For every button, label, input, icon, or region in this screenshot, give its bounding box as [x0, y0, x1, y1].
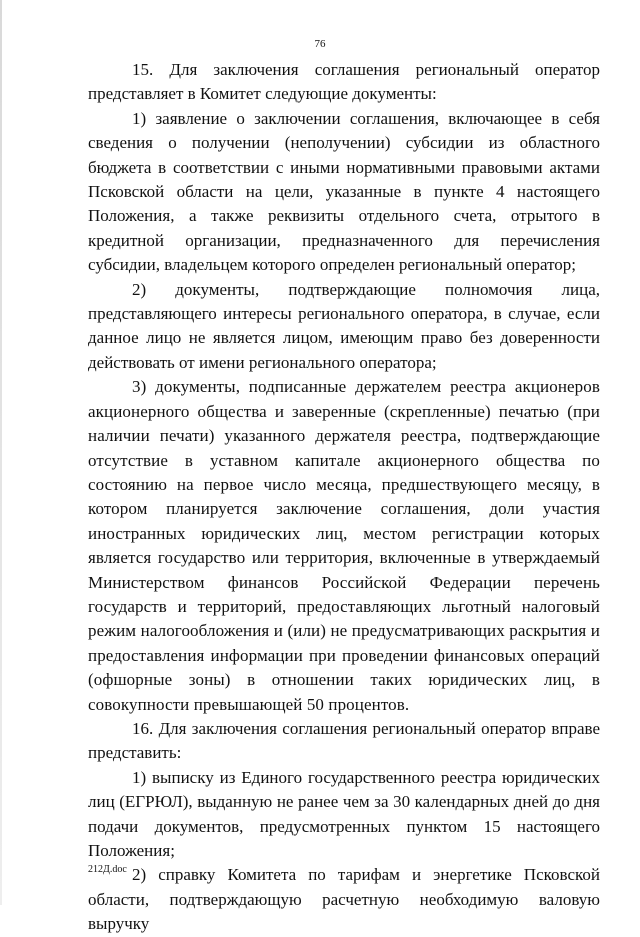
footer-filename: 212Д.doc — [88, 864, 127, 875]
paragraph-15-item-2: 2) документы, подтверждающие полномочия лица, представляющего интересы регионального оператора, в случае, если данное лицо не является лицом, имеющим право без доверенности действовать от имени регионального оператора; — [88, 279, 600, 372]
paragraph-15-item-3: 3) документы, подписанные держателем реестра акционеров акционерного общества и заверенные (скрепленные) печатью (при наличии печати) указанного держателя реестра, подтверждающие отсутствие в уставном капитале акционерного общества по состоянию на первое число месяца, предшествующего месяцу, в котором планируется заключение соглашения, доли участия иностранных юридических лиц, местом регистрации которых является государство или территория, включенные в утверждаемый Министерством финансов Российской Федерации перечень государств и территорий, предоставляющих льготный налоговый режим налогообложения и (или) не предусматривающих раскрытия и предоставления информации при проведении финансовых операций (офшорные зоны) в отношении таких юридических лиц, в совокупности превышающей 50 процентов. — [88, 377, 600, 714]
scan-edge — [0, 0, 2, 905]
page-number: 76 — [314, 38, 326, 50]
paragraph-16-intro: 16. Для заключения соглашения региональный оператор вправе представить: — [88, 718, 600, 763]
paragraph-16-item-2: 2) справку Комитета по тарифам и энергетике Псковской области, подтверждающую расчетную необходимую валовую выручку — [88, 865, 600, 934]
paragraph-16-item-1: 1) выписку из Единого государственного реестра юридических лиц (ЕГРЮЛ), выданную не ранее чем за 30 календарных дней до дня подачи документов, предусмотренных пунктом 15 настоящего Положения; — [88, 767, 600, 860]
paragraph-15-item-1: 1) заявление о заключении соглашения, включающее в себя сведения о получении (неполучении) субсидии из областного бюджета в соответствии с иными нормативными правовыми актами Псковской области на цели, указанные в пункте 4 настоящего Положения, а также реквизиты отдельного счета, отрытого в кредитной организации, предназначенного для перечисления субсидии, владельцем которого определен региональный оператор; — [88, 108, 600, 275]
document-body — [88, 58, 600, 937]
paragraph-15-intro: 15. Для заключения соглашения региональный оператор представляет в Комитет следующие документы: — [88, 60, 600, 104]
